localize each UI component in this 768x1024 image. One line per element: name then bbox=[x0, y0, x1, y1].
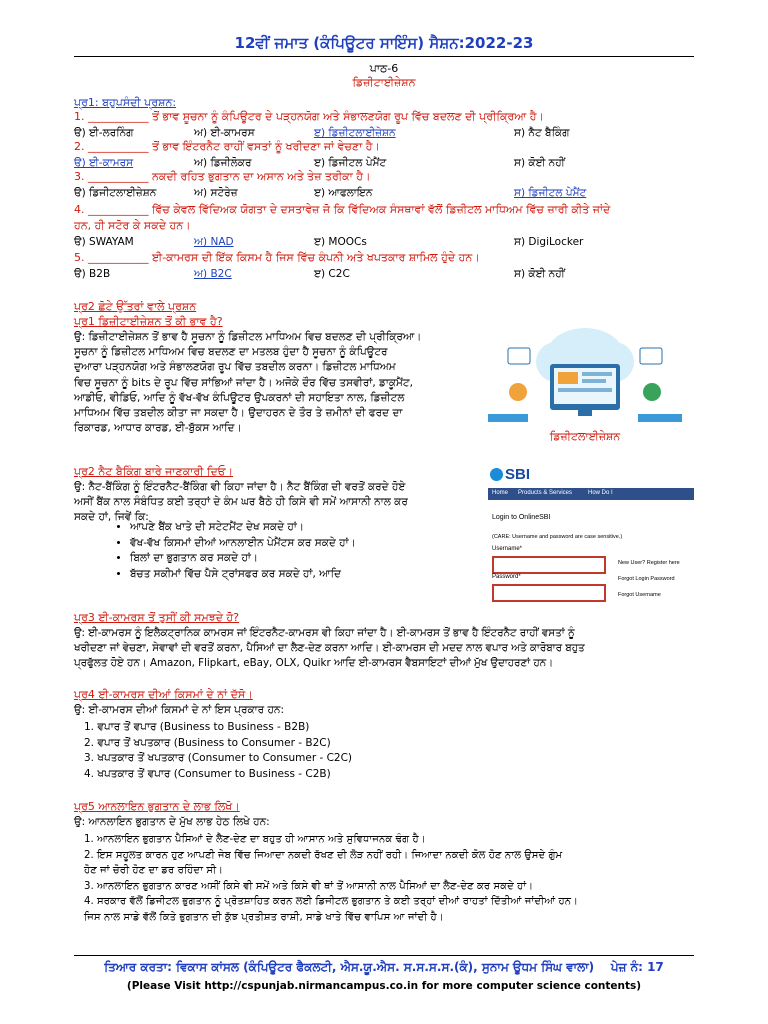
answer-line: ਸੂਚਨਾ ਨੂੰ ਡਿਜ਼ੀਟਲ ਮਾਧਿਅਮ ਵਿਚ ਬਦਲਣ ਦਾ ਮਤਲਬ ਹੁੰਦਾ ਹੈ ਸੂਚਨਾ ਨੂੰ ਕੰਪਿਊਟਰ bbox=[74, 346, 388, 359]
answer-line: ਅਸੀਂ ਬੈਂਕ ਨਾਲ ਸੰਬੰਧਿਤ ਕਈ ਤਰ੍ਹਾਂ ਦੇ ਕੰਮ ਘਰ ਬੈਠੇ ਹੀ ਕਿਸੇ ਵੀ ਸਮੇਂ ਆਸਾਨੀ ਨਾਲ ਕਰ bbox=[74, 496, 408, 509]
mcq-option: ਸ) ਨੈਟ ਬੈਕਿੰਗ bbox=[514, 127, 570, 139]
answer-line: ਆਡੀਓ, ਵੀਡਿਓ, ਆਦਿ ਨੂੰ ਵੱਖ-ਵੱਖ ਕੰਪਿਊਟਰ ਉਪਕਰਨਾਂ ਦੀ ਸਹਾਇਤਾ ਨਾਲ, ਡਿਜ਼ੀਟਲ bbox=[74, 391, 405, 404]
short-answer-heading: ਪ੍ਰ2 ਛੋਟੇ ਉੱਤਰਾਂ ਵਾਲੇ ਪ੍ਰਸ਼ਨ bbox=[74, 300, 197, 313]
list-item: • ਵੱਖ-ਵੱਖ ਕਿਸਮਾਂ ਦੀਆਂ ਆਨਲਾਈਨ ਪੇਮੈਂਟਸ ਕਰ ਸਕਦੇ ਹਾਂ। bbox=[130, 536, 490, 552]
mcq-question-continued: ਹਨ, ਹੀ ਸਟੋਰ ਕੇ ਸਕਦੇ ਹਨ। bbox=[74, 219, 191, 232]
footer-author: ਤਿਆਰ ਕਰਤਾ: ਵਿਕਾਸ ਕਾਂਸਲ (ਕੰਪਿਊਟਰ ਫੈਕਲਟੀ, ਐਸ.ਯੂ.ਐਸ. ਸ.ਸ.ਸ.ਸ.(ਕੰ), ਸੁਨਾਮ ਊਧਮ ਸਿੰਘ ਵਾਲਾ) bbox=[104, 960, 595, 974]
answer-2-4-intro: ਉ: ਈ-ਕਾਮਰਸ ਦੀਆਂ ਕਿਸਮਾਂ ਦੇ ਨਾਂ ਇਸ ਪ੍ਰਕਾਰ ਹਨ: bbox=[74, 704, 285, 716]
list-item: 4. ਖਪਤਕਾਰ ਤੋਂ ਵਪਾਰ (Consumer to Business - C2B) bbox=[84, 767, 331, 780]
sbi-nav-home[interactable]: Home bbox=[492, 490, 509, 496]
mcq-correct-option: ੲ) ਡਿਜ਼ੀਟਲਾਈਜ਼ੇਸ਼ਨ bbox=[314, 127, 396, 139]
sbi-care-note: (CARE: Username and password are case sensitive.) bbox=[492, 534, 623, 540]
page-header: 12ਵੀਂ ਜਮਾਤ (ਕੰਪਿਊਟਰ ਸਾਇੰਸ) ਸੈਸ਼ਨ:2022-23 bbox=[234, 34, 534, 52]
netbanking-list bbox=[116, 520, 490, 582]
answer-line: ਉ: ਈ-ਕਾਮਰਸ ਨੂੰ ਇਲੈਕਟ੍ਰਾਨਿਕ ਕਾਮਰਸ ਜਾਂ ਇੰਟਰਨੈਟ-ਕਾਮਰਸ ਵੀ ਕਿਹਾ ਜਾਂਦਾ ਹੈ। ਈ-ਕਾਮਰਸ ਤੋਂ ਭਾਵ ਹੈ ਇੰਟਰਨੈਟ ਰਾਹੀਂ ਵਸਤਾਂ ਨੂੰ bbox=[74, 627, 575, 639]
mcq-option: ੲ) ਡਿਜੀਟਲ ਪੇਮੈਂਟ bbox=[314, 157, 387, 169]
mcq-option: ਸ) ਕੋਈ ਨਹੀਂ bbox=[514, 268, 565, 280]
lesson-title: ਡਿਜ਼ੀਟਾਈਜ਼ੇਸ਼ਨ bbox=[352, 76, 416, 89]
list-item: 4. ਸਰਕਾਰ ਵੱਲੋਂ ਡਿਜੀਟਲ ਭੁਗਤਾਨ ਨੂੰ ਪ੍ਰੋਤਸ਼ਾਹਿਤ ਕਰਨ ਲਈ ਡਿਜੀਟਲ ਭੁਗਤਾਨ ਤੇ ਕਈ ਤਰ੍ਹਾਂ ਦੀਆਂ ਰਾਹਤਾਂ ਦਿੱਤੀਆਂ ਜਾਂਦੀਆਂ ਹਨ। bbox=[84, 896, 579, 907]
sbi-forgot-username-link[interactable]: Forgot Username bbox=[618, 592, 661, 598]
gear-icon bbox=[509, 383, 527, 401]
question-2-5: ਪ੍ਰ5 ਆਨਲਾਇਨ ਭੁਗਤਾਨ ਦੇ ਲਾਭ ਲਿਖੋ। bbox=[74, 800, 240, 813]
list-item: ਹੋਣ ਜਾਂ ਚੋਰੀ ਹੋਣ ਦਾ ਡਰ ਰਹਿੰਦਾ ਸੀ। bbox=[84, 865, 224, 876]
mcq-option: ੲ) ਆਫਲਾਇਨ bbox=[314, 187, 373, 199]
sbi-forgot-password-link[interactable]: Forgot Login Password bbox=[618, 576, 675, 582]
illustration-caption: ਡਿਜ਼ੀਟਲਾਈਜ਼ੇਸ਼ਨ bbox=[549, 430, 621, 443]
mcq-option: ੲ) C2C bbox=[314, 268, 350, 280]
mcq-option: ੳ) SWAYAM bbox=[74, 236, 134, 248]
mcq-option: ਸ) ਕੋਈ ਨਹੀਂ bbox=[514, 157, 565, 169]
footer-url-note: (Please Visit http://cspunjab.nirmancampus.co.in for more computer science contents) bbox=[126, 980, 642, 992]
question-2-4: ਪ੍ਰ4 ਈ-ਕਾਮਰਸ ਦੀਆਂ ਕਿਸਮਾਂ ਦੇ ਨਾਂ ਦੱਸੋ। bbox=[74, 688, 253, 701]
mcq-question: 2. ___________ ਤੋਂ ਭਾਵ ਇੰਟਰਨੈਟ ਰਾਹੀਂ ਵਸਤਾਂ ਨੂੰ ਖਰੀਦਣਾ ਜਾਂ ਵੇਚਣਾ ਹੈ। bbox=[74, 140, 380, 153]
ecommerce-types-list bbox=[84, 720, 352, 782]
list-item: 2. ਇਸ ਸਹੂਲਤ ਕਾਰਨ ਹੁਣ ਆਪਣੀ ਜੇਬ ਵਿੱਚ ਜਿਆਦਾ ਨਕਦੀ ਰੱਖਣ ਦੀ ਲੋੜ ਨਹੀਂ ਰਹੀ। ਜਿਆਦਾ ਨਕਦੀ ਕੋਲ ਹੋਣ ਨਾਲ ਉਸਦੇ ਗੁੰਮ bbox=[84, 849, 563, 861]
list-item: 2. ਵਪਾਰ ਤੋਂ ਖਪਤਕਾਰ (Business to Consumer - B2C) bbox=[84, 736, 331, 749]
answer-line: ਵਿਚ ਸੂਚਨਾ ਨੂੰ bits ਦੇ ਰੂਪ ਵਿੱਚ ਸਾਂਭਿਆਂ ਜਾਂਦਾ ਹੈ। ਅਜੋਕੇ ਦੌਰ ਵਿੱਚ ਤਸਵੀਰਾਂ, ਡਾਕੂਮੈਂਟ, bbox=[74, 376, 413, 389]
mcq-option: ੳ) ਈ-ਲਰਨਿੰਗ bbox=[74, 127, 134, 139]
sbi-nav bbox=[488, 488, 694, 500]
mcq-question: 3. ___________ ਨਕਦੀ ਰਹਿਤ ਭੁਗਤਾਨ ਦਾ ਅਸਾਨ ਅਤੇ ਤੇਜ਼ ਤਰੀਕਾ ਹੈ। bbox=[74, 170, 371, 183]
sbi-password-input[interactable] bbox=[492, 584, 606, 602]
mcq-question: 1. ___________ ਤੋਂ ਭਾਵ ਸੂਚਨਾ ਨੂੰ ਕੰਪਿਊਟਰ ਦੇ ਪੜ੍ਹਨਯੋਗ ਅਤੇ ਸੰਭਾਲਣਯੋਗ ਰੂਪ ਵਿੱਚ ਬਦਲਣ ਦੀ ਪ੍ਰੀਕ੍ਰਿਆ ਹੈ। bbox=[74, 110, 544, 123]
sbi-password-label: Password* bbox=[492, 574, 521, 580]
mcq-correct-option: ੳ) ਈ-ਕਾਮਰਸ bbox=[74, 157, 134, 169]
lesson-number: ਪਾਠ-6 bbox=[369, 62, 399, 75]
sbi-username-label: Username* bbox=[492, 546, 523, 552]
sbi-new-user-link[interactable]: New User? Register here bbox=[618, 560, 680, 566]
answer-line: ਦੁਆਰਾ ਪੜ੍ਹਨਯੋਗ ਅਤੇ ਸੰਭਾਲਣਯੋਗ ਰੂਪ ਵਿੱਚ ਤਬਦੀਲ ਕਰਨਾ। ਡਿਜ਼ੀਟਲ ਮਾਧਿਅਮ bbox=[74, 361, 396, 374]
list-item: • ਬੱਚਤ ਸਕੀਮਾਂ ਵਿੱਚ ਪੈਸੇ ਟ੍ਰਾਂਸਫਰ ਕਰ ਸਕਦੇ ਹਾਂ, ਆਦਿ bbox=[130, 567, 490, 583]
answer-2-3 bbox=[74, 626, 704, 672]
sbi-nav-howdoi[interactable]: How Do I bbox=[588, 490, 613, 496]
mcq-option: ਸ) DigiLocker bbox=[514, 236, 584, 248]
mcq-correct-option: ਅ) B2C bbox=[194, 268, 232, 280]
answer-line: ਰਿਕਾਰਡ, ਆਧਾਰ ਕਾਰਡ, ਈ-ਬੁੱਕਸ ਆਦਿ। bbox=[74, 422, 242, 435]
chart-icon bbox=[640, 348, 662, 364]
document-icon bbox=[508, 348, 530, 364]
sbi-logo: SBI bbox=[490, 466, 530, 483]
sbi-username-input[interactable] bbox=[492, 556, 606, 574]
list-item: ਜਿਸ ਨਾਲ ਸਾਡੇ ਵੱਲੋਂ ਕਿਤੇ ਭੁਗਤਾਨ ਦੀ ਕੁੱਝ ਪ੍ਰਤੀਸ਼ਤ ਰਾਸ਼ੀ, ਸਾਡੇ ਖਾਤੇ ਵਿੱਚ ਵਾਪਿਸ ਆ ਜਾਂਦੀ ਹੈ। bbox=[84, 911, 444, 923]
mcq-correct-option: ਅ) NAD bbox=[194, 236, 234, 248]
mcq-correct-option: ਸ) ਡਿਜੀਟਲ ਪੇਮੈਂਟ bbox=[514, 187, 587, 199]
mcq-question: 5. ___________ ਈ-ਕਾਮਰਸ ਦੀ ਇੱਕ ਕਿਸਮ ਹੈ ਜਿਸ ਵਿੱਚ ਕੰਪਨੀ ਅਤੇ ਖਪਤਕਾਰ ਸ਼ਾਮਿਲ ਹੁੰਦੇ ਹਨ। bbox=[74, 251, 480, 264]
globe-icon bbox=[643, 383, 661, 401]
sbi-logo-icon bbox=[490, 468, 503, 481]
mcq-heading: ਪ੍ਰ1: ਬਹੁਪਸੰਦੀ ਪ੍ਰਸ਼ਨ: bbox=[74, 96, 177, 109]
question-2-1: ਪ੍ਰ1 ਡਿਜ਼ੀਟਾਈਜ਼ੇਸ਼ਨ ਤੋਂ ਕੀ ਭਾਵ ਹੈ? bbox=[74, 315, 223, 328]
mcq-option: ੳ) ਡਿਜੀਟਲਾਈਜ਼ੇਸ਼ਨ bbox=[74, 187, 157, 199]
footer-divider bbox=[74, 955, 694, 956]
answer-line: ਉ: ਨੈਟ-ਬੈਂਕਿੰਗ ਨੂੰ ਇੰਟਰਨੈਟ-ਬੈਂਕਿੰਗ ਵੀ ਕਿਹਾ ਜਾਂਦਾ ਹੈ। ਨੈਟ ਬੈਂਕਿੰਗ ਦੀ ਵਰਤੋਂ ਕਰਦੇ ਹੋਏ bbox=[74, 481, 406, 493]
answer-line: ਸਕਦੇ ਹਾਂ, ਜਿਵੇਂ ਕਿ: bbox=[74, 511, 149, 524]
sbi-nav-products[interactable]: Products & Services bbox=[518, 490, 573, 496]
answer-line: ਖਰੀਦਣਾ ਜਾਂ ਵੇਚਣਾ, ਸੇਵਾਵਾਂ ਦੀ ਵਰਤੋਂ ਕਰਨਾ, ਪੈਸਿਆਂ ਦਾ ਲੈਣ-ਦੇਣ ਕਰਨਾ ਆਦਿ। ਈ-ਕਾਮਰਸ ਦੀ ਮਦਦ ਨਾਲ ਵਪਾਰ ਅਤੇ ਕਾਰੋਬਾਰ ਬਹੁਤ bbox=[74, 642, 585, 655]
question-2-2: ਪ੍ਰ2 ਨੈਟ ਬੈਕਿੰਗ ਬਾਰੇ ਜਾਣਕਾਰੀ ਦਿਓ। bbox=[74, 465, 234, 478]
online-payment-benefits-list bbox=[84, 832, 578, 925]
sbi-login-title: Login to OnlineSBI bbox=[492, 514, 551, 521]
list-item: • ਆਪਣੇ ਬੈਂਕ ਖਾਤੇ ਦੀ ਸਟੇਟਮੈਂਟ ਦੇਖ ਸਕਦੇ ਹਾਂ। bbox=[130, 520, 490, 536]
question-2-3: ਪ੍ਰ3 ਈ-ਕਾਮਰਸ ਤੋਂ ਤੁਸੀਂ ਕੀ ਸਮਝਦੇ ਹੋ? bbox=[74, 611, 239, 624]
page-number: ਪੇਜ਼ ਨੰ: 17 bbox=[610, 960, 664, 974]
answer-line: ਉ: ਡਿਜ਼ੀਟਾਈਜ਼ੇਸ਼ਨ ਤੋਂ ਭਾਵ ਹੈ ਸੂਚਨਾ ਨੂੰ ਡਿਜ਼ੀਟਲ ਮਾਧਿਅਮ ਵਿਚ ਬਦਲਣ ਦੀ ਪ੍ਰੀਕ੍ਰਿਆ। bbox=[74, 331, 422, 343]
mcq-option: ਅ) ਡਿਜੀਲੋਕਰ bbox=[194, 157, 252, 169]
answer-2-2 bbox=[74, 480, 484, 526]
answer-line: ਮਾਧਿਅਮ ਵਿੱਚ ਤਬਦੀਲ ਕੀਤਾ ਜਾ ਸਕਦਾ ਹੈ। ਉਦਾਹਰਨ ਦੇ ਤੌਰ ਤੇ ਜ਼ਮੀਨਾਂ ਦੀ ਫਰਦ ਦਾ bbox=[74, 407, 403, 420]
lesson-heading bbox=[0, 62, 768, 90]
footer-credit bbox=[0, 960, 768, 975]
sbi-login-screenshot bbox=[488, 466, 694, 612]
mcq-option: ੲ) MOOCs bbox=[314, 236, 367, 248]
mcq-option: ਅ) ਈ-ਕਾਮਰਸ bbox=[194, 127, 255, 139]
header-divider bbox=[74, 56, 694, 57]
answer-2-5-intro: ਉ: ਆਨਲਾਇਨ ਭੁਗਤਾਨ ਦੇ ਮੁੱਖ ਲਾਭ ਹੇਠ ਲਿਖੇ ਹਨ: bbox=[74, 816, 270, 828]
mcq-question: 4. ___________ ਵਿੱਚ ਕੇਵਲ ਵਿੱਦਿਅਕ ਯੋਗਤਾ ਦੇ ਦਸਤਾਵੇਜ਼ ਜੋ ਕਿ ਵਿੱਦਿਅਕ ਸੰਸਥਾਵਾਂ ਵੱਲੋਂ ਡਿਜ਼ੀਟਲ ਮਾਧਿਅਮ ਵਿੱਚ ਜ਼ਾਰੀ ਕੀਤੇ ਜਾਂਦੇ bbox=[74, 203, 611, 216]
mcq-option: ੳ) B2B bbox=[74, 268, 111, 280]
list-item: 3. ਆਨਲਾਇਨ ਭੁਗਤਾਨ ਕਾਰਣ ਅਸੀਂ ਕਿਸੇ ਵੀ ਸਮੇਂ ਅਤੇ ਕਿਸੇ ਵੀ ਥਾਂ ਤੋਂ ਆਸਾਨੀ ਨਾਲ ਪੈਸਿਆਂ ਦਾ ਲੈਣ-ਦੇਣ ਕਰ ਸਕਦੇ ਹਾਂ। bbox=[84, 880, 534, 892]
list-item: • ਬਿਲਾਂ ਦਾ ਭੁਗਤਾਨ ਕਰ ਸਕਦੇ ਹਾਂ। bbox=[130, 551, 490, 567]
list-item: 1. ਆਨਲਾਇਨ ਭੁਗਤਾਨ ਪੈਸਿਆਂ ਦੇ ਲੈਣ-ਦੇਣ ਦਾ ਬਹੁਤ ਹੀ ਆਸਾਨ ਅਤੇ ਸੁਵਿਧਾਜਨਕ ਢੰਗ ਹੈ। bbox=[84, 834, 426, 845]
list-item: 1. ਵਪਾਰ ਤੋਂ ਵਪਾਰ (Business to Business - B2B) bbox=[84, 721, 310, 733]
digitization-illustration bbox=[478, 318, 692, 446]
list-item: 3. ਖਪਤਕਾਰ ਤੋਂ ਖਪਤਕਾਰ (Consumer to Consumer - C2C) bbox=[84, 752, 353, 764]
mcq-option: ਅ) ਸਟੋਰੇਜ਼ bbox=[194, 187, 238, 199]
answer-2-1 bbox=[74, 330, 478, 436]
answer-line: ਪ੍ਰਫੁੱਲਤ ਹੋਏ ਹਨ। Amazon, Flipkart, eBay, OLX, Quikr ਆਦਿ ਈ-ਕਾਮਰਸ ਵੈਬਸਾਇਟਾਂ ਦੀਆਂ ਮੁੱਖ ਉਦਾਹਰਣਾਂ ਹਨ। bbox=[74, 657, 554, 670]
